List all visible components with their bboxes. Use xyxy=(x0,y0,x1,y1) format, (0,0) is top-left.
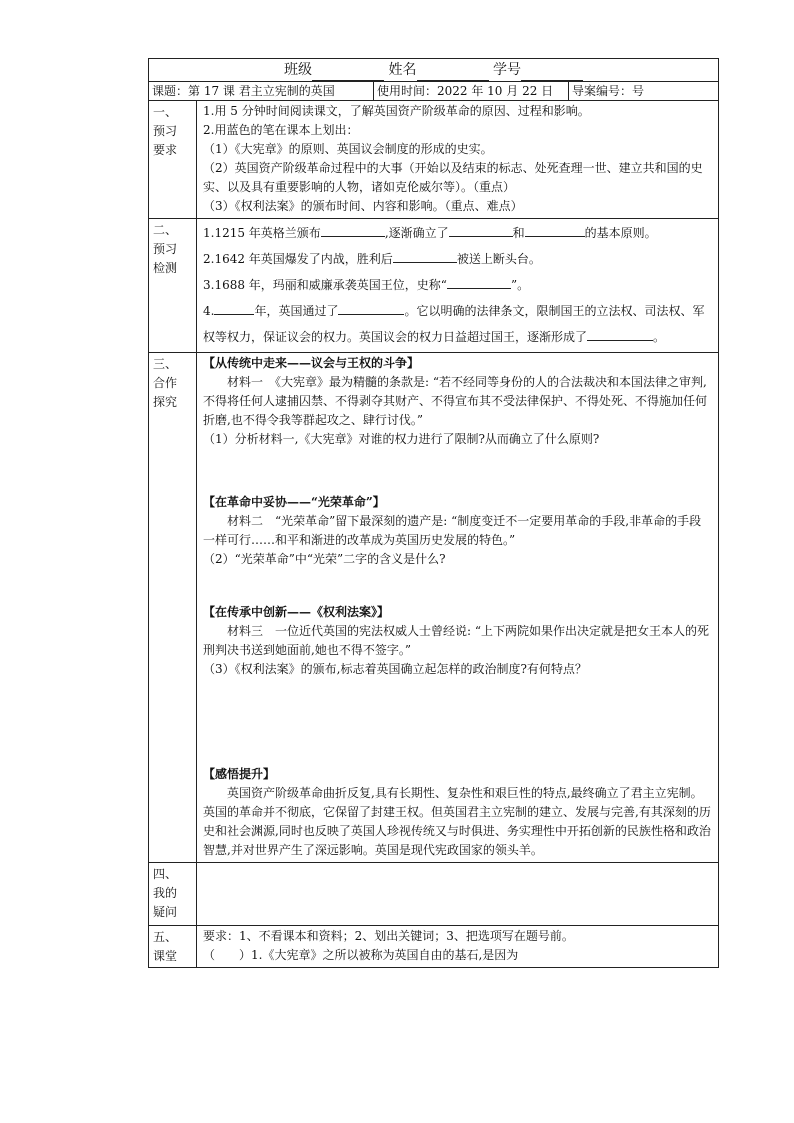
inquiry-title-1: 【从传统中走来——议会与王权的斗争】 xyxy=(203,356,420,370)
insight-title: 【感悟提升】 xyxy=(203,767,276,781)
req-line: 2.用蓝色的笔在课本上划出： xyxy=(203,123,359,137)
inquiry-title-3: 【在传承中创新——《权利法案》】 xyxy=(203,605,390,619)
material-3: 材料三 一位近代英国的宪法权威人士曾经说: “上下两院如果作出决定就是把女王本人的死刑判决书送到她面前,她也不得不签字。” xyxy=(203,624,709,657)
material-1: 材料一 《大宪章》最为精髓的条款是: “若不经同等身份的人的合法裁决和本国法律之审判,不得将任何人逮捕囚禁、不得剥夺其财产、不得宣布其不受法律保护、不得处死、不得施加任何折磨,也不得令我等群起攻之、肆行讨伐。” xyxy=(203,375,708,427)
id-blank[interactable] xyxy=(521,64,583,81)
check-question-4: 4. 年，英国通过了 。它以明确的法律条文，限制国王的立法权、司法权、军权等权力，保证议会的权力。英国议会的权力日益超过国王，逐渐形成了 。 xyxy=(203,298,712,350)
preview-check xyxy=(197,219,719,353)
section-3-label: 三、 合作 探究 xyxy=(149,353,197,863)
req-line: （1）《大宪章》的原则、英国议会制度的形成的史实。 xyxy=(203,142,493,156)
insight-paragraph: 英国资产阶级革命曲折反复,具有长期性、复杂性和艰巨性的特点,最终确立了君主立宪制。英国的革命并不彻底，它保留了封建王权。但英国君主立宪制的建立、发展与完善,有其深刻的历史和社会渊源,同时也反映了英国人珍视传统又与时俱进、务实理性中开拓创新的民族性格和政治智慧,并对世界产生了深远影响。英国是现代宪政国家的领头羊。 xyxy=(203,786,711,857)
answer-blank[interactable] xyxy=(338,300,404,315)
answer-space[interactable] xyxy=(203,679,712,765)
answer-blank[interactable] xyxy=(214,300,254,315)
answer-blank[interactable] xyxy=(587,326,653,341)
section-4-label: 四、 我的 疑问 xyxy=(149,863,197,926)
guide-code: 导案编号：号 xyxy=(572,84,645,98)
section-5-label: 五、 课堂 xyxy=(149,926,197,968)
inquiry-question-3: （3）《权利法案》的颁布,标志着英国确立起怎样的政治制度?有何特点？ xyxy=(203,662,587,676)
my-questions-area[interactable] xyxy=(197,863,719,926)
class-blank[interactable] xyxy=(312,64,384,81)
classroom-section xyxy=(197,926,719,968)
answer-blank[interactable] xyxy=(447,274,511,289)
check-question-2: 2.1642 年英国爆发了内战，胜利后 被送上断头台。 xyxy=(203,246,712,272)
req-line: （2）英国资产阶级革命过程中的大事（开始以及结束的标志、处死查理一世、建立共和国的史实、以及具有重要影响的人物，诸如克伦威尔等）。（重点） xyxy=(203,161,703,194)
classroom-question-1: （ ）1.《大宪章》之所以被称为英国自由的基石,是因为 xyxy=(203,948,519,962)
section-2-label: 二、 预习 检测 xyxy=(149,219,197,353)
answer-blank[interactable] xyxy=(393,248,457,263)
inquiry-question-2: （2）“光荣革命”中“光荣”二字的含义是什么? xyxy=(203,552,446,566)
check-question-1: 1.1215 年英格兰颁布 ,逐渐确立了 和 的基本原则。 xyxy=(203,220,712,246)
cooperative-inquiry xyxy=(197,353,719,863)
check-question-3: 3.1688 年，玛丽和威廉承袭英国王位，史称“ ”。 xyxy=(203,272,712,298)
classroom-requirements: 要求：1、不看课本和资料；2、划出关键词；3、把选项写在题号前。 xyxy=(203,929,574,943)
answer-blank[interactable] xyxy=(525,222,585,237)
answer-space[interactable] xyxy=(203,449,712,493)
req-line: 1.用 5 分钟时间阅读课文，了解英国资产阶级革命的原因、过程和影响。 xyxy=(203,104,590,118)
use-time: 使用时间：2022 年 10 月 22 日 xyxy=(374,82,569,100)
preview-requirements xyxy=(197,101,719,219)
section-1-label: 一、 预习 要求 xyxy=(149,101,197,219)
lesson-topic: 课题：第 17 课 君主立宪制的英国 xyxy=(149,82,374,100)
id-label: 学号 xyxy=(492,62,521,78)
lesson-info-row xyxy=(149,82,719,101)
answer-blank[interactable] xyxy=(449,222,513,237)
inquiry-title-2: 【在革命中妥协——“光荣革命”】 xyxy=(203,495,385,509)
answer-blank[interactable] xyxy=(321,222,385,237)
worksheet xyxy=(148,58,718,968)
name-blank[interactable] xyxy=(417,64,489,81)
req-line: （3）《权利法案》的颁布时间、内容和影响。（重点、难点） xyxy=(203,199,523,213)
worksheet-table xyxy=(148,58,719,968)
student-info-row xyxy=(149,59,719,82)
answer-space[interactable] xyxy=(203,569,712,603)
material-2: 材料二 “光荣革命”留下最深刻的遗产是: “制度变迁不一定要用革命的手段,非革命的手段一样可行……和平和渐进的改革成为英国历史发展的特色。” xyxy=(203,514,702,547)
class-label: 班级 xyxy=(284,62,313,78)
name-label: 姓名 xyxy=(388,62,417,78)
inquiry-question-1: （1）分析材料一,《大宪章》对谁的权力进行了限制?从而确立了什么原则? xyxy=(203,432,600,446)
